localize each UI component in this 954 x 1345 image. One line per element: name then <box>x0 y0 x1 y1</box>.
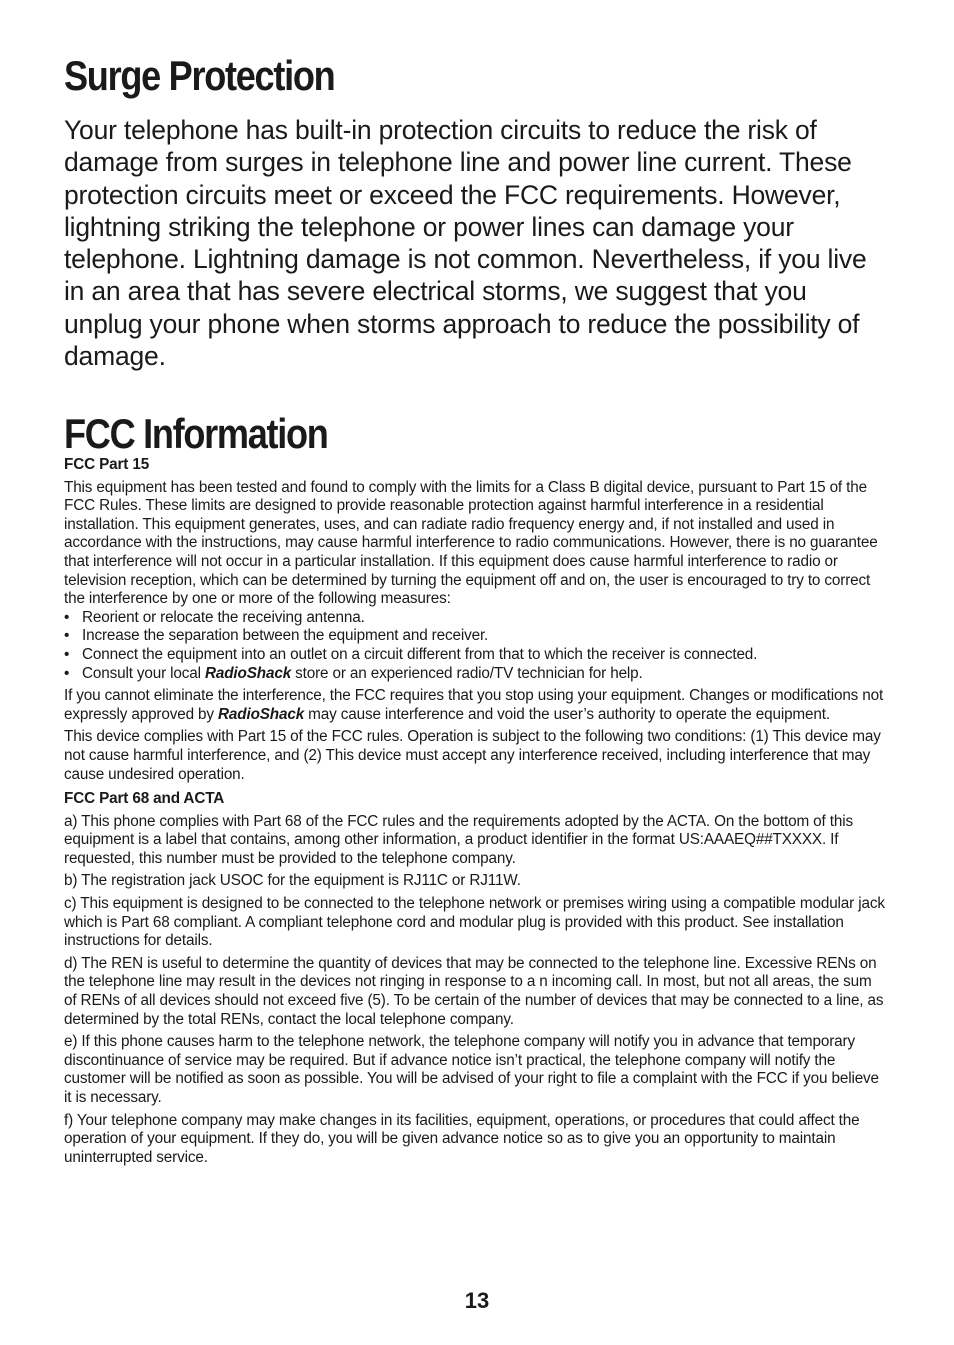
brand-name: RadioShack <box>218 705 305 723</box>
fcc-part15-heading: FCC Part 15 <box>64 456 150 473</box>
part68-item-f: f) Your telephone company may make changes in its facilities, equipment, operations, or procedures that could affect the operation of your equipment. If they do, you will be given advance notice so as to give you an opportunity to maintain uninterrupted service. <box>64 1111 860 1166</box>
page-number: 13 <box>464 1288 490 1313</box>
surge-protection-heading: Surge Protection <box>64 52 335 99</box>
fcc-part15-compliance: This device complies with Part 15 of the FCC rules. Operation is subject to the following two conditions: (1) This device may not cause harmful interference, and (2) This device must accept any interference received, including interference that may cause undesired operation. <box>64 728 881 783</box>
list-item: • Consult your local RadioShack store or an experienced radio/TV technician for help. <box>64 664 643 682</box>
list-item: • Increase the separation between the equipment and receiver. <box>64 627 489 645</box>
list-item: • Connect the equipment into an outlet on a circuit different from that to which the receiver is connected. <box>64 645 758 663</box>
part68-item-d: d) The REN is useful to determine the quantity of devices that may be connected to the telephone line. Excessive RENs on the telephone line may result in the devices not ringing in response to a n incoming call. In most, but not all areas, the sum of RENs of all devices should not exceed five (5). To be certain of the number of devices that may be connected to a line, as determined by the total RENs, contact the local telephone company. <box>64 954 884 1028</box>
bullet-icon: • <box>64 627 70 645</box>
fcc-part68-heading: FCC Part 68 and ACTA <box>64 790 225 808</box>
bullet-icon: • <box>64 608 70 626</box>
fcc-information-heading: FCC Information <box>64 410 328 457</box>
bullet-icon: • <box>64 664 70 682</box>
fcc-changes-paragraph: If you cannot eliminate the interference, the FCC requires that you stop using your equipment. Changes or modifications not expressly approved by RadioShack may cause interference and void the user’s authority to operate the equipment. <box>64 687 884 723</box>
part68-item-c: c) This equipment is designed to be connected to the telephone network or premises wiring using a compatible modular jack which is Part 68 compliant. A compliant telephone cord and modular plug is provided with this product. See installation instructions for details. <box>64 895 885 950</box>
fcc-information-body <box>64 456 886 1171</box>
part68-item-a: a) This phone complies with Part 68 of the FCC rules and the requirements adopted by the ACTA. On the bottom of this equipment is a label that contains, among other information, a product identifier in the format US:AAAEQ##TXXXX. If requested, this number must be provided to the telephone company. <box>64 812 853 867</box>
brand-name: RadioShack <box>204 664 292 682</box>
bullet-icon: • <box>64 645 70 663</box>
interference-measures-list <box>64 609 886 683</box>
surge-protection-body: Your telephone has built-in protection circuits to reduce the risk of damage from surges in telephone line and power line current. These protection circuits meet or exceed the FCC requirements. However, lightning striking the telephone or power lines can damage your telephone. Lightning damage is not common. Nevertheless, if you live in an area that has severe electrical storms, we suggest that you unplug your phone when storms approach to reduce the possibility of damage. <box>64 115 867 372</box>
list-item: • Reorient or relocate the receiving antenna. <box>64 608 365 626</box>
part68-item-b: b) The registration jack USOC for the equipment is RJ11C or RJ11W. <box>64 872 521 890</box>
part68-item-e: e) If this phone causes harm to the telephone network, the telephone company will notify you in advance that temporary discontinuance of service may be required. But if advance notice isn’t practical, the telephone company will notify the customer will be notified as soon as possible. You will be advised of your right to file a complaint with the FCC if you believe it is necessary. <box>64 1033 879 1106</box>
fcc-part15-intro: This equipment has been tested and found to comply with the limits for a Class B digital device, pursuant to Part 15 of the FCC Rules. These limits are designed to provide reasonable protection against harmful interference in a residential installation. This equipment generates, uses, and can radiate radio frequency energy and, if not installed and used in accordance with the instructions, may cause harmful interference to radio communications. However, there is no guarantee that interference will not occur in a particular installation. If this equipment does cause harmful interference to radio or television reception, which can be determined by turning the equipment off and on, the user is encouraged to try to correct the interference by one or more of the following measures: <box>64 478 878 608</box>
